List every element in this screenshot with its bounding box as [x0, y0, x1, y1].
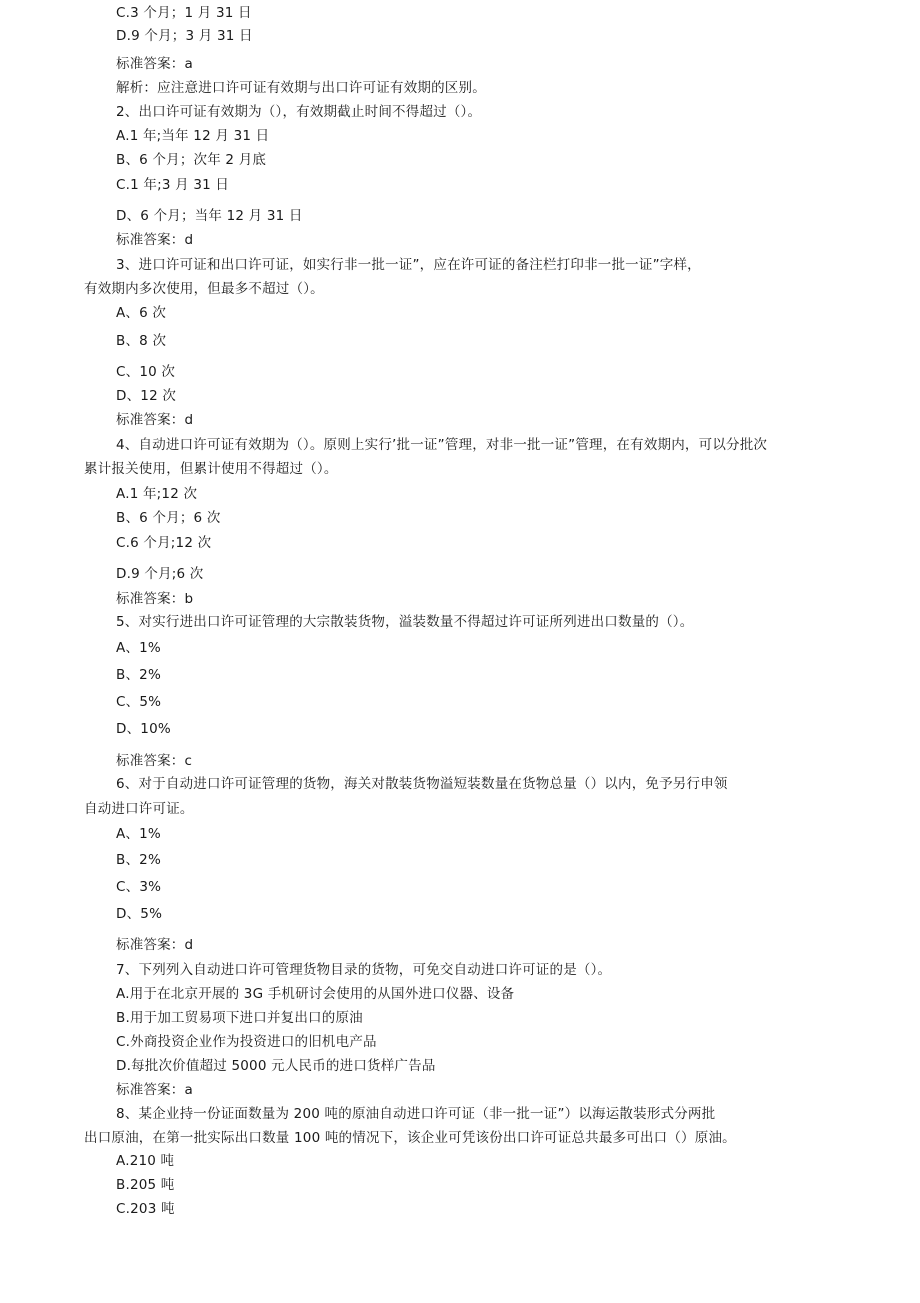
option-line: C.3 个月；1 月 31 日 — [116, 5, 252, 21]
option-line: B、6 个月；6 次 — [116, 510, 221, 526]
option-line: A、1% — [116, 640, 161, 656]
option-line: A.用于在北京开展的 3G 手机研讨会使用的从国外进口仪器、设备 — [116, 986, 515, 1002]
option-line: D.9 个月；3 月 31 日 — [116, 28, 253, 44]
option-line: A、6 次 — [116, 305, 167, 321]
explanation-line: 解析：应注意进口许可证有效期与出口许可证有效期的区别。 — [116, 80, 486, 96]
option-line: A、1% — [116, 826, 161, 842]
option-line: C.1 年;3 月 31 日 — [116, 177, 230, 193]
option-line: D、10% — [116, 721, 171, 737]
option-line: D、12 次 — [116, 388, 177, 404]
answer-line: 标准答案：d — [116, 412, 194, 428]
question-line: 8、某企业持一份证面数量为 200 吨的原油自动进口许可证（非一批一证”）以海运散装形式分两批 — [116, 1106, 716, 1122]
option-line: D、5% — [116, 906, 163, 922]
option-line: C、3% — [116, 879, 162, 895]
answer-line: 标准答案：a — [116, 1082, 193, 1098]
answer-line: 标准答案：a — [116, 56, 193, 72]
question-line: 4、自动进口许可证有效期为（）。原则上实行’批一证”管理，对非一批一证”管理，在有效期内，可以分批次 — [116, 437, 768, 453]
option-line: B.用于加工贸易项下进口并复出口的原油 — [116, 1010, 363, 1026]
option-line: D.9 个月;6 次 — [116, 566, 204, 582]
option-line: C.203 吨 — [116, 1201, 175, 1217]
option-line: C.外商投资企业作为投资进口的旧机电产品 — [116, 1034, 377, 1050]
question-line: 有效期内多次使用，但最多不超过（）。 — [84, 281, 324, 297]
option-line: C、10 次 — [116, 364, 176, 380]
option-line: B.205 吨 — [116, 1177, 175, 1193]
option-line: D.每批次价值超过 5000 元人民币的进口货样广告品 — [116, 1058, 436, 1074]
option-line: B、2% — [116, 667, 161, 683]
question-line: 2、出口许可证有效期为（），有效期截止时间不得超过（）。 — [116, 104, 482, 120]
question-line: 6、对于自动进口许可证管理的货物，海关对散装货物溢短装数量在货物总量（）以内，免予另行申领 — [116, 776, 728, 792]
answer-line: 标准答案：c — [116, 753, 193, 769]
option-line: A.1 年;12 次 — [116, 486, 198, 502]
option-line: B、8 次 — [116, 333, 167, 349]
answer-line: 标准答案：d — [116, 232, 194, 248]
option-line: B、2% — [116, 852, 161, 868]
question-line: 自动进口许可证。 — [84, 801, 194, 817]
answer-line: 标准答案：d — [116, 937, 194, 953]
answer-line: 标准答案：b — [116, 591, 194, 607]
option-line: A.210 吨 — [116, 1153, 175, 1169]
question-line: 3、进口许可证和出口许可证，如实行非一批一证”，应在许可证的备注栏打印非一批一证”字样， — [116, 257, 701, 273]
option-line: B、6 个月；次年 2 月底 — [116, 152, 267, 168]
option-line: C、5% — [116, 694, 162, 710]
question-line: 5、对实行进出口许可证管理的大宗散装货物，溢装数量不得超过许可证所列进出口数量的（）。 — [116, 614, 694, 630]
question-line: 累计报关使用，但累计使用不得超过（）。 — [84, 461, 338, 477]
option-line: A.1 年;当年 12 月 31 日 — [116, 128, 270, 144]
question-line: 7、下列列入自动进口许可管理货物目录的货物，可免交自动进口许可证的是（）。 — [116, 962, 612, 978]
option-line: D、6 个月；当年 12 月 31 日 — [116, 208, 303, 224]
option-line: C.6 个月;12 次 — [116, 535, 212, 551]
question-line: 出口原油，在第一批实际出口数量 100 吨的情况下，该企业可凭该份出口许可证总共最多可出口（）原油。 — [84, 1130, 736, 1146]
